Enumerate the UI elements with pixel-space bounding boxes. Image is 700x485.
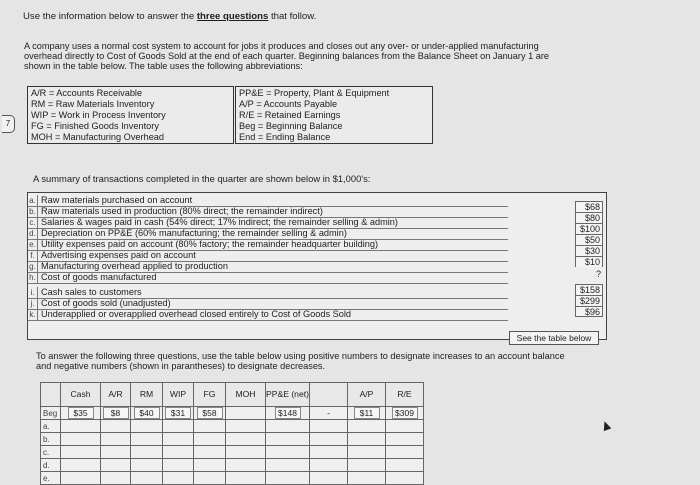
row-label: d. bbox=[41, 459, 61, 472]
grid-header: PP&E (net) bbox=[266, 383, 310, 407]
grid-header bbox=[41, 383, 61, 407]
grid-cell[interactable] bbox=[194, 407, 226, 420]
row-letter: d. bbox=[28, 228, 38, 239]
transaction-amount: $30 bbox=[575, 245, 603, 256]
abbreviation: Beg = Beginning Balance bbox=[239, 121, 343, 131]
beg-value: $148 bbox=[275, 407, 301, 419]
row-label: a. bbox=[41, 420, 61, 433]
grid-cell[interactable] bbox=[101, 433, 131, 446]
grid-cell[interactable] bbox=[266, 459, 310, 472]
grid-header: WIP bbox=[163, 383, 194, 407]
question-number-tab[interactable]: 7 bbox=[2, 115, 15, 133]
grid-cell[interactable] bbox=[163, 446, 194, 459]
grid-cell[interactable] bbox=[101, 407, 131, 420]
grid-cell[interactable] bbox=[163, 459, 194, 472]
grid-cell[interactable] bbox=[266, 472, 310, 485]
grid-cell[interactable] bbox=[226, 459, 266, 472]
grid-header: MOH bbox=[226, 383, 266, 407]
row-letter: b. bbox=[28, 206, 38, 217]
abbreviation: A/R = Accounts Receivable bbox=[31, 88, 143, 98]
grid-cell[interactable] bbox=[61, 459, 101, 472]
beg-value: $11 bbox=[354, 407, 380, 419]
grid-cell[interactable]: - bbox=[310, 407, 348, 420]
transaction-row bbox=[28, 272, 508, 284]
grid-cell[interactable] bbox=[101, 446, 131, 459]
transaction-amount: ? bbox=[595, 269, 601, 279]
row-letter: g. bbox=[28, 261, 38, 272]
grid-cell[interactable] bbox=[226, 420, 266, 433]
abbreviation: WIP = Work in Process Inventory bbox=[31, 110, 166, 120]
row-letter: c. bbox=[28, 217, 38, 228]
transaction-amount: $80 bbox=[575, 212, 603, 223]
transaction-amount: $50 bbox=[575, 234, 603, 245]
abbreviations-left-box bbox=[27, 86, 234, 144]
grid-cell[interactable] bbox=[348, 407, 386, 420]
account-grid bbox=[40, 382, 424, 485]
row-label: c. bbox=[41, 446, 61, 459]
grid-row bbox=[41, 433, 424, 446]
instructions-line: To answer the following three questions, use the table below using positive numbers to designate increases to an account balance bbox=[36, 351, 565, 361]
grid-cell[interactable] bbox=[194, 446, 226, 459]
summary-intro: A summary of transactions completed in the quarter are shown below in $1,000's: bbox=[33, 173, 371, 184]
grid-cell[interactable] bbox=[194, 472, 226, 485]
grid-cell[interactable] bbox=[310, 459, 348, 472]
grid-row bbox=[41, 472, 424, 485]
row-label: e. bbox=[41, 472, 61, 485]
transaction-text: Raw materials used in production (80% direct; the remainder indirect) bbox=[41, 206, 323, 216]
transaction-text: Cost of goods manufactured bbox=[41, 272, 157, 282]
grid-cell[interactable] bbox=[61, 407, 101, 420]
grid-cell[interactable] bbox=[266, 407, 310, 420]
transaction-text: Raw materials purchased on account bbox=[41, 195, 193, 205]
grid-cell[interactable] bbox=[386, 420, 424, 433]
grid-cell[interactable] bbox=[348, 459, 386, 472]
mouse-pointer-icon bbox=[601, 420, 612, 431]
grid-cell[interactable] bbox=[348, 446, 386, 459]
grid-row-beg bbox=[41, 407, 424, 420]
transaction-amount: $158 bbox=[575, 284, 603, 295]
grid-cell[interactable] bbox=[310, 472, 348, 485]
grid-cell[interactable] bbox=[266, 433, 310, 446]
grid-cell[interactable] bbox=[266, 446, 310, 459]
abbreviation: End = Ending Balance bbox=[239, 132, 331, 142]
grid-cell[interactable] bbox=[101, 420, 131, 433]
transaction-text: Manufacturing overhead applied to production bbox=[41, 261, 228, 271]
grid-cell[interactable] bbox=[348, 420, 386, 433]
transaction-text: Salaries & wages paid in cash (54% direct; 17% indirect; the remainder selling & admin) bbox=[41, 217, 398, 227]
abbreviation: R/E = Retained Earnings bbox=[239, 110, 341, 120]
grid-cell[interactable] bbox=[163, 472, 194, 485]
transaction-amount: $68 bbox=[575, 201, 603, 212]
grid-cell[interactable] bbox=[310, 433, 348, 446]
grid-cell[interactable] bbox=[194, 433, 226, 446]
grid-cell[interactable] bbox=[226, 446, 266, 459]
row-letter: f. bbox=[28, 250, 38, 261]
grid-cell[interactable] bbox=[226, 433, 266, 446]
grid-cell[interactable] bbox=[131, 446, 163, 459]
beg-value: $35 bbox=[68, 407, 94, 419]
transaction-text: Utility expenses paid on account (80% factory; the remainder headquarter building) bbox=[41, 239, 379, 249]
grid-cell[interactable] bbox=[348, 472, 386, 485]
abbreviation: A/P = Accounts Payable bbox=[239, 99, 338, 109]
grid-row bbox=[41, 459, 424, 472]
transaction-amount: $299 bbox=[575, 295, 603, 306]
grid-header: RM bbox=[131, 383, 163, 407]
grid-cell[interactable] bbox=[194, 459, 226, 472]
row-letter: j. bbox=[28, 298, 38, 309]
beg-value: $40 bbox=[134, 407, 160, 419]
intro-line: shown in the table below. The table uses the following abbreviations: bbox=[24, 61, 303, 71]
grid-cell[interactable] bbox=[310, 420, 348, 433]
grid-cell[interactable] bbox=[310, 446, 348, 459]
grid-cell[interactable] bbox=[163, 420, 194, 433]
grid-cell[interactable] bbox=[131, 433, 163, 446]
grid-cell[interactable] bbox=[61, 420, 101, 433]
abbreviation: RM = Raw Materials Inventory bbox=[31, 99, 155, 109]
intro-line: A company uses a normal cost system to account for jobs it produces and closes out any over- or under-applied manufacturing bbox=[24, 41, 539, 51]
grid-header: R/E bbox=[386, 383, 424, 407]
grid-cell[interactable] bbox=[386, 459, 424, 472]
row-letter: i. bbox=[28, 287, 38, 298]
row-letter: h. bbox=[28, 272, 38, 283]
grid-header: A/R bbox=[101, 383, 131, 407]
abbreviation: FG = Finished Goods Inventory bbox=[31, 121, 159, 131]
abbreviations-right-box bbox=[235, 86, 433, 144]
grid-cell[interactable] bbox=[61, 472, 101, 485]
row-label: b. bbox=[41, 433, 61, 446]
grid-header: A/P bbox=[348, 383, 386, 407]
transaction-text: Underapplied or overapplied overhead closed entirely to Cost of Goods Sold bbox=[41, 309, 352, 319]
transaction-text: Cash sales to customers bbox=[41, 287, 142, 297]
grid-cell[interactable] bbox=[386, 446, 424, 459]
transaction-text: Depreciation on PP&E (60% manufacturing; the remainder selling & admin) bbox=[41, 228, 347, 238]
transaction-text: Advertising expenses paid on account bbox=[41, 250, 196, 260]
beg-value: $8 bbox=[103, 407, 129, 419]
grid-cell[interactable] bbox=[194, 420, 226, 433]
grid-cell[interactable] bbox=[131, 407, 163, 420]
abbreviation: PP&E = Property, Plant & Equipment bbox=[239, 88, 390, 98]
transaction-amount: $96 bbox=[575, 306, 603, 317]
grid-cell[interactable] bbox=[131, 420, 163, 433]
row-label: Beg bbox=[41, 407, 61, 420]
grid-cell[interactable] bbox=[101, 459, 131, 472]
grid-row bbox=[41, 420, 424, 433]
row-letter: e. bbox=[28, 239, 38, 250]
beg-value: $309 bbox=[392, 407, 418, 419]
grid-cell[interactable] bbox=[386, 433, 424, 446]
question-header: Use the information below to answer the three questions that follow. bbox=[23, 11, 317, 22]
grid-row bbox=[41, 446, 424, 459]
grid-cell[interactable] bbox=[163, 407, 194, 420]
see-table-below-button[interactable]: See the table below bbox=[509, 331, 599, 345]
grid-cell[interactable] bbox=[101, 472, 131, 485]
grid-header: FG bbox=[194, 383, 226, 407]
grid-cell[interactable] bbox=[226, 407, 266, 420]
row-letter: a. bbox=[28, 195, 38, 206]
intro-line: overhead directly to Cost of Goods Sold at the end of each quarter. Beginning balances from the Balance Sheet on January 1 are bbox=[24, 51, 550, 61]
abbreviation: MOH = Manufacturing Overhead bbox=[31, 132, 165, 142]
row-letter: k. bbox=[28, 309, 38, 320]
grid-cell[interactable] bbox=[131, 472, 163, 485]
transaction-text: Cost of goods sold (unadjusted) bbox=[41, 298, 171, 308]
grid-cell[interactable] bbox=[131, 459, 163, 472]
grid-cell[interactable] bbox=[386, 472, 424, 485]
grid-cell[interactable] bbox=[226, 472, 266, 485]
grid-cell[interactable] bbox=[61, 446, 101, 459]
grid-cell[interactable] bbox=[348, 433, 386, 446]
transactions-table bbox=[27, 192, 607, 340]
grid-header-row bbox=[41, 383, 424, 407]
beg-value: $31 bbox=[165, 407, 191, 419]
grid-cell[interactable] bbox=[386, 407, 424, 420]
beg-value: $58 bbox=[197, 407, 223, 419]
grid-cell[interactable] bbox=[61, 433, 101, 446]
instructions-line: and negative numbers (shown in parantheses) to designate decreases. bbox=[36, 361, 326, 371]
grid-header bbox=[310, 383, 348, 407]
grid-cell[interactable] bbox=[163, 433, 194, 446]
transaction-row bbox=[28, 309, 508, 321]
grid-cell[interactable] bbox=[266, 420, 310, 433]
grid-header: Cash bbox=[61, 383, 101, 407]
transaction-amount: $10 bbox=[575, 256, 603, 267]
transaction-amount: $100 bbox=[575, 223, 603, 234]
